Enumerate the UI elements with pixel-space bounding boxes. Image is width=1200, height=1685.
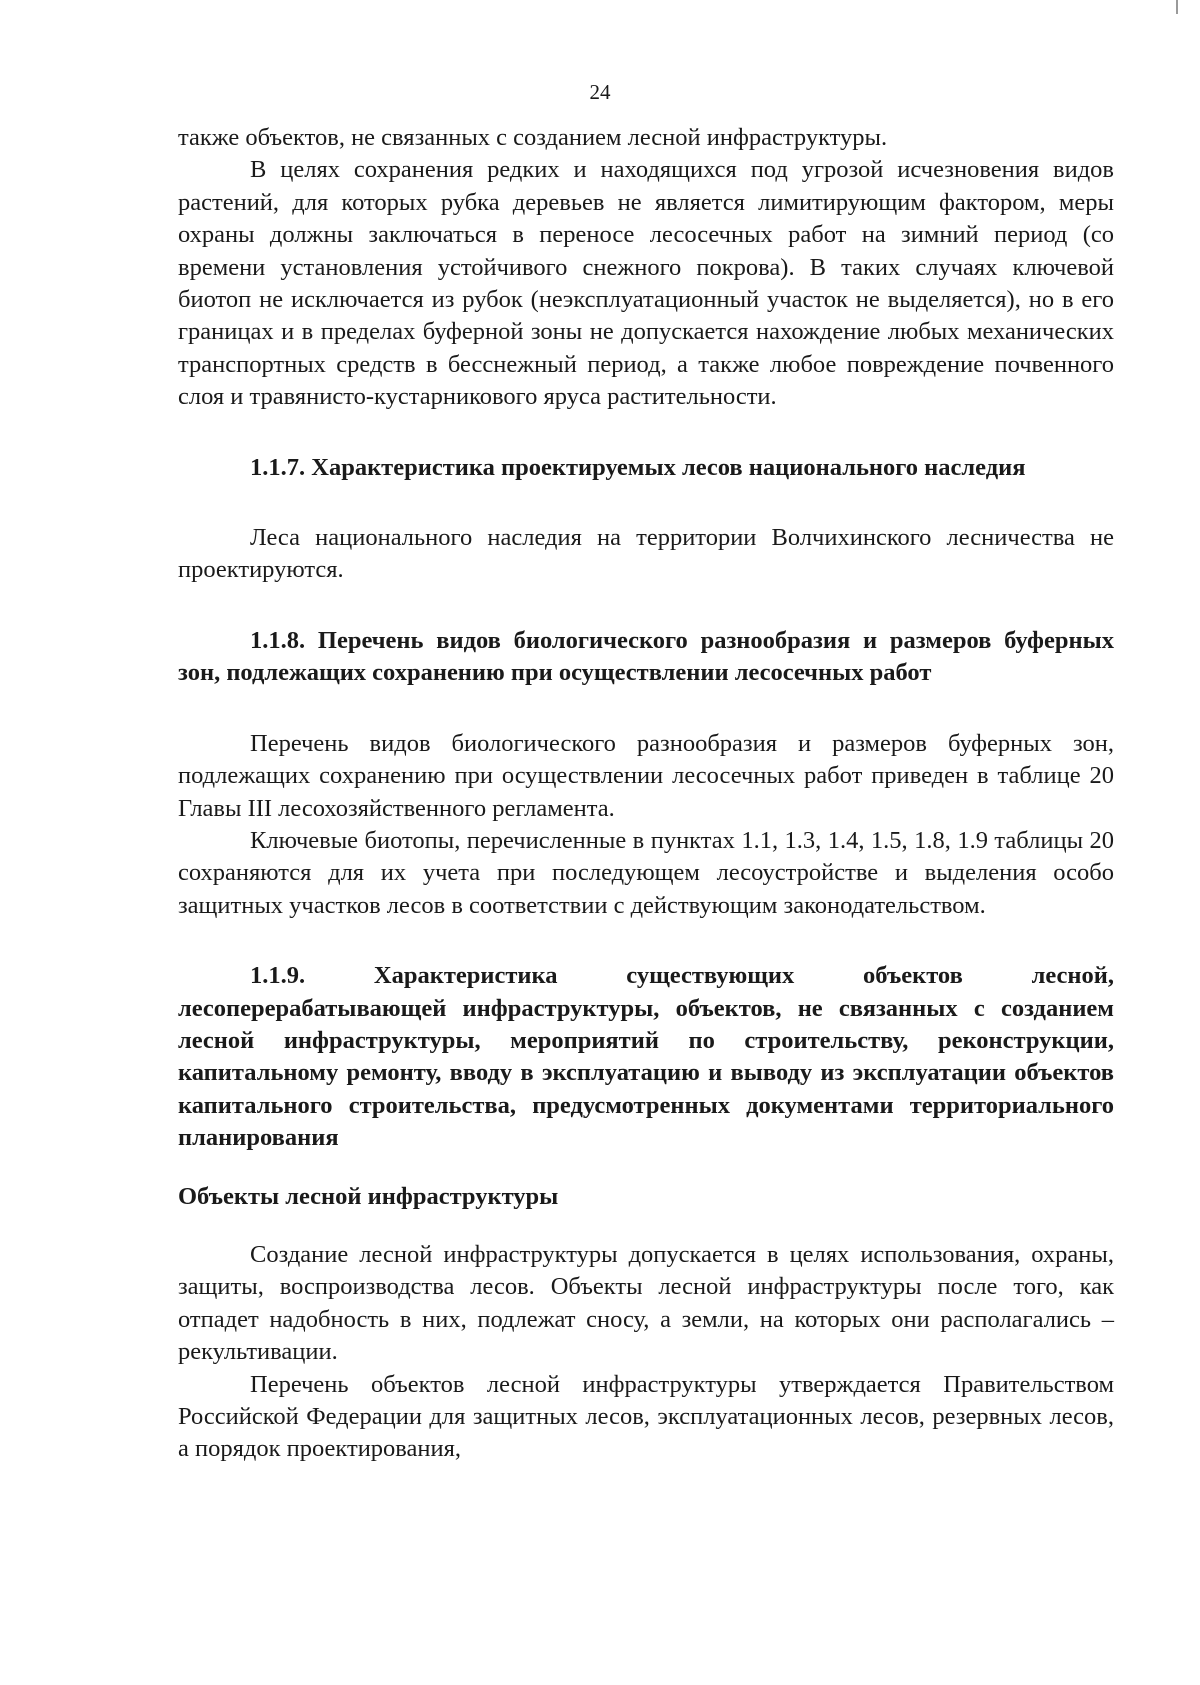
paragraph-infrastructure-creation: Создание лесной инфраструктуры допускается в целях использования, охраны, защиты, воспроизводства лесов. Объекты лесной инфраструктуры после того, как отпадет надобность в них, подлежат сносу, а земли, на которых они располагались – рекультивации. [178, 1240, 1114, 1366]
paragraph-key-biotopes: Ключевые биотопы, перечисленные в пунктах 1.1, 1.3, 1.4, 1.5, 1.8, 1.9 таблицы 20 сохраняются для их учета при последующем лесоустройстве и выделения особо защитных участков лесов в соответствии с действующим законодательством. [178, 826, 1114, 919]
paragraph-infrastructure-list: Перечень объектов лесной инфраструктуры утверждается Правительством Российской Федерации для защитных лесов, эксплуатационных лесов, резервных лесов, а порядок проектирования, [178, 1370, 1114, 1463]
document-body [178, 122, 1114, 1466]
paragraph-heritage-forests: Леса национального наследия на территории Волчихинского лесничества не проектируются. [178, 524, 1114, 584]
paragraph-rare-species: В целях сохранения редких и находящихся под угрозой исчезновения видов растений, для которых рубка деревьев не является лимитирующим фактором, меры охраны должны заключаться в переносе лесосечных работ на зимний период (со времени установления устойчивого снежного покрова). В таких случаях ключевой биотоп не исключается из рубок (неэксплуатационный участок не выделяется), но в его границах и в пределах буферной зоны не допускается нахождение любых механических транспортных средств в бесснежный период, а также любое повреждение почвенного слоя и травянисто-кустарникового яруса растительности. [178, 156, 1114, 411]
section-heading-1-1-8: 1.1.8. Перечень видов биологического разнообразия и размеров буферных зон, подлежащих сохранению при осуществлении лесосечных работ [178, 626, 1114, 687]
scan-mark [1176, 0, 1178, 14]
section-heading-1-1-7: 1.1.7. Характеристика проектируемых лесов национального наследия [250, 453, 1026, 481]
subheading-forest-infrastructure: Объекты лесной инфраструктуры [178, 1182, 559, 1210]
section-heading-1-1-9: 1.1.9. Характеристика существующих объектов лесной, лесоперерабатывающей инфраструктуры, объектов, не связанных с созданием лесной инфраструктуры, мероприятий по строительству, реконструкции, капитальному ремонту, вводу в эксплуатацию и выводу из эксплуатации объектов капитального строительства, предусмотренных документами территориального планирования [178, 962, 1114, 1152]
paragraph-biodiversity-list: Перечень видов биологического разнообразия и размеров буферных зон, подлежащих сохранению при осуществлении лесосечных работ приведен в таблице 20 Главы III лесохозяйственного регламента. [178, 729, 1114, 822]
paragraph-continuation: также объектов, не связанных с созданием лесной инфраструктуры. [178, 124, 888, 151]
page-number: 24 [589, 80, 611, 104]
